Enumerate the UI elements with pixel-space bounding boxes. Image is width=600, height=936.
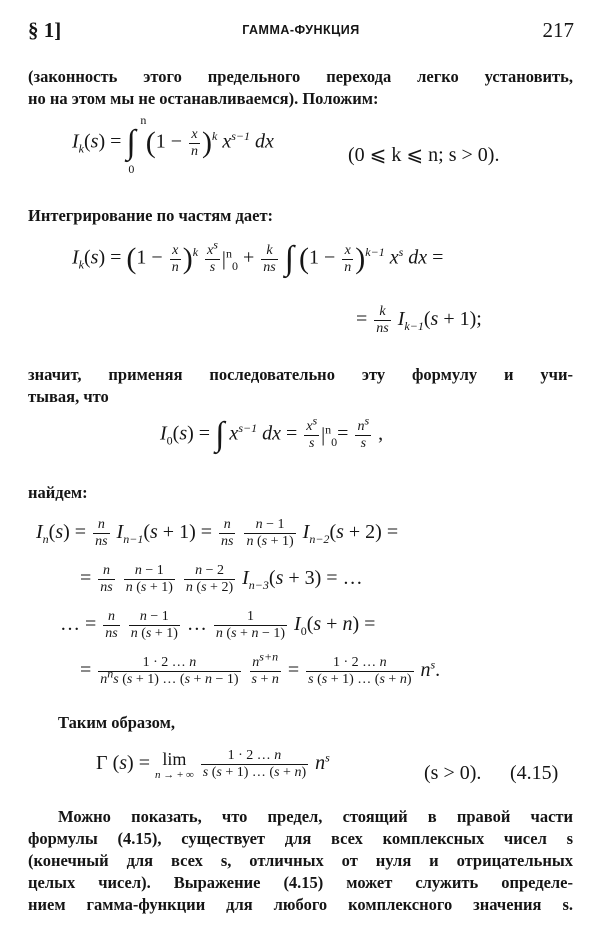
paragraph-line: Интегрирование по частям дает: bbox=[28, 206, 274, 225]
equation-in-line1: $I_n(s)$ = $\frac{n}{ns}$ $I_{n-1}(s + 1)$ = $\frac{n}{ns}$ $\frac{n - 1}{n (s + 1)}$ $I_{n-2}(s + 2)$ = bbox=[36, 517, 399, 549]
equation-recurrence: = $\frac{k}{ns}$ $I_{k-1}(s + 1)$; bbox=[356, 304, 482, 336]
equation-integration-by-parts: $I_k(s) = (1$ − $\frac{x}{n}$ )$^k$ $\frac{x^s}{s}$ $|^n_0$ + $\frac{k}{ns}$ ∫ (1 − $\frac{x}{n}$ )$^{k-1}$ $x^s$ dx = bbox=[72, 236, 444, 277]
paragraph-line: (законность этого предельного перехода легко установить, bbox=[28, 67, 573, 86]
equation-in-line4: = $\frac{1 \cdot 2 \dots n}{n^ns (s + 1) \dots (s + n - 1)}$ $\frac{n^{s+n}}{s + n}$ = $\frac{1 \cdot 2 \dots n}{s (s + 1) \dots (s + n)}$ $n^s$. bbox=[80, 649, 441, 687]
paragraph-line: формулы (4.15), существует для всех комплексных чисел s bbox=[28, 829, 573, 848]
paragraph-line: найдем: bbox=[28, 483, 88, 502]
equation-condition: (0 ⩽ k ⩽ n; s > 0). bbox=[348, 144, 500, 166]
paragraph-line: (конечный для всех s, отличных от нуля и отрицательных bbox=[28, 851, 573, 870]
equation-number: (4.15) bbox=[510, 762, 559, 784]
equation-gamma-limit: Γ (s) = lim n → + ∞ $\frac{1 \cdot 2 \dots n}{s (s + 1) \dots (s + n)}$ $n^s$ bbox=[96, 748, 330, 781]
running-title: ГАММА-ФУНКЦИЯ bbox=[242, 23, 360, 37]
equation-in-line2: = $\frac{n}{ns}$ $\frac{n - 1}{n (s + 1)}$ $\frac{n - 2}{n (s + 2)}$ $I_{n-3}(s + 3)$ = … bbox=[80, 563, 363, 595]
paragraph-line: целых чисел). Выражение (4.15) может служить определе- bbox=[28, 873, 573, 892]
paragraph-line: Таким образом, bbox=[58, 713, 175, 732]
paragraph-line: но на этом мы не останавливаемся). Положим: bbox=[28, 89, 379, 108]
equation-condition: (s > 0). bbox=[424, 762, 482, 784]
paragraph-line: Можно показать, что предел, стоящий в правой части bbox=[58, 807, 573, 826]
equation-ik-definition: $I_k(s)$ = ∫ n 0 (1 − $\frac{x}{n}$ )$^k$ $x^{s-1}$ dx bbox=[72, 113, 274, 176]
paragraph-line: значит, применяя последовательно эту формулу и учи- bbox=[28, 365, 573, 384]
page-header bbox=[28, 14, 574, 44]
equation-in-line3: … = $\frac{n}{ns}$ $\frac{n - 1}{n (s + 1)}$ … $\frac{1}{n (s + n - 1)}$ $I_0(s + n)$ = bbox=[60, 609, 376, 641]
page-number: 217 bbox=[542, 18, 574, 42]
paragraph-line: тывая, что bbox=[28, 387, 109, 406]
equation-i0: $I_0(s)$ = ∫ $x^{s-1}$ dx = $\frac{x^s}{s}$ $|^n_0=$ $\frac{n^s}{s}$ , bbox=[160, 412, 384, 453]
section-marker: § 1] bbox=[28, 18, 62, 42]
paragraph-line: нием гамма-функции для любого комплексного значения s. bbox=[28, 895, 573, 914]
